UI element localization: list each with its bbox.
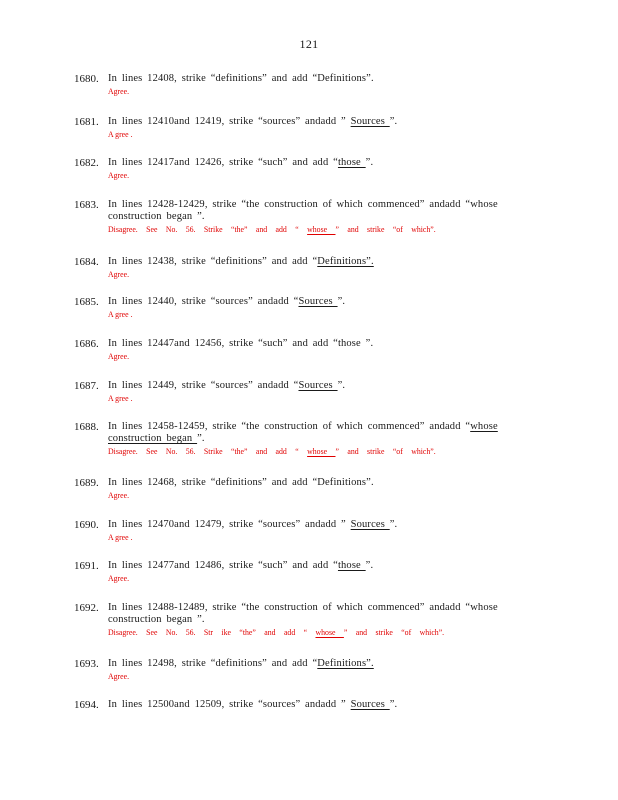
amendment-number: 1693. [74, 658, 99, 670]
response-text: Agree. [108, 351, 130, 361]
amendment-text: construction began ”. [108, 433, 205, 444]
amendment-text: In lines 12408, strike “definitions” and add “Definitions”. [108, 73, 374, 84]
response-text: A gree . [108, 309, 133, 319]
amendment-number: 1690. [74, 519, 99, 531]
amendment-text: In lines 12428-12429, strike “the construction of which commenced” andadd “whose [108, 199, 498, 210]
amendment-number: 1691. [74, 560, 99, 572]
amendment-number: 1684. [74, 256, 99, 268]
amendment-text: In lines 12458-12459, strike “the construction of which commenced” andadd “whose [108, 421, 498, 432]
amendment-number: 1686. [74, 338, 99, 350]
amendment-text: In lines 12468, strike “definitions” and add “Definitions”. [108, 477, 374, 488]
amendment-text: construction began ”. [108, 211, 205, 222]
amendment-text: In lines 12447and 12456, strike “such” and add “those ”. [108, 338, 374, 349]
amendment-text: In lines 12477and 12486, strike “such” and add “those ”. [108, 560, 374, 571]
amendment-number: 1681. [74, 116, 99, 128]
amendment-text: In lines 12438, strike “definitions” and add “Definitions”. [108, 256, 374, 267]
response-text: Agree. [108, 490, 130, 500]
response-text: Agree. [108, 671, 130, 681]
amendment-number: 1692. [74, 602, 99, 614]
response-text: A gree . [108, 129, 133, 139]
amendment-text: construction began ”. [108, 614, 205, 625]
page-number: 121 [299, 37, 319, 51]
amendment-number: 1682. [74, 157, 99, 169]
response-text: Agree. [108, 269, 130, 279]
response-text: Disagree. See No. 56. Str ike “the” and add “ whose ” and strike “of which”. [108, 627, 445, 637]
amendment-text: In lines 12449, strike “sources” andadd “Sources ”. [108, 380, 346, 391]
response-text: Disagree. See No. 56. Strike “the” and add “ whose ” and strike “of which”. [108, 224, 436, 234]
response-text: A gree . [108, 393, 133, 403]
response-text: Disagree. See No. 56. Strike “the” and add “ whose ” and strike “of which”. [108, 446, 436, 456]
response-text: Agree. [108, 170, 130, 180]
amendment-text: In lines 12488-12489, strike “the construction of which commenced” andadd “whose [108, 602, 498, 613]
amendment-number: 1683. [74, 199, 99, 211]
response-text: Agree. [108, 573, 130, 583]
amendment-number: 1694. [74, 699, 99, 711]
amendment-text: In lines 12417and 12426, strike “such” and add “those ”. [108, 157, 374, 168]
response-text: A gree . [108, 532, 133, 542]
amendment-number: 1689. [74, 477, 99, 489]
amendment-number: 1685. [74, 296, 99, 308]
amendment-number: 1687. [74, 380, 99, 392]
amendment-text: In lines 12500and 12509, strike “sources” andadd ” Sources ”. [108, 699, 398, 710]
amendment-text: In lines 12498, strike “definitions” and add “Definitions”. [108, 658, 374, 669]
amendment-text: In lines 12470and 12479, strike “sources” andadd ” Sources ”. [108, 519, 398, 530]
amendment-number: 1680. [74, 73, 99, 85]
response-text: Agree. [108, 86, 130, 96]
amendment-number: 1688. [74, 421, 99, 433]
amendment-text: In lines 12440, strike “sources” andadd “Sources ”. [108, 296, 346, 307]
amendment-text: In lines 12410and 12419, strike “sources” andadd ” Sources ”. [108, 116, 398, 127]
